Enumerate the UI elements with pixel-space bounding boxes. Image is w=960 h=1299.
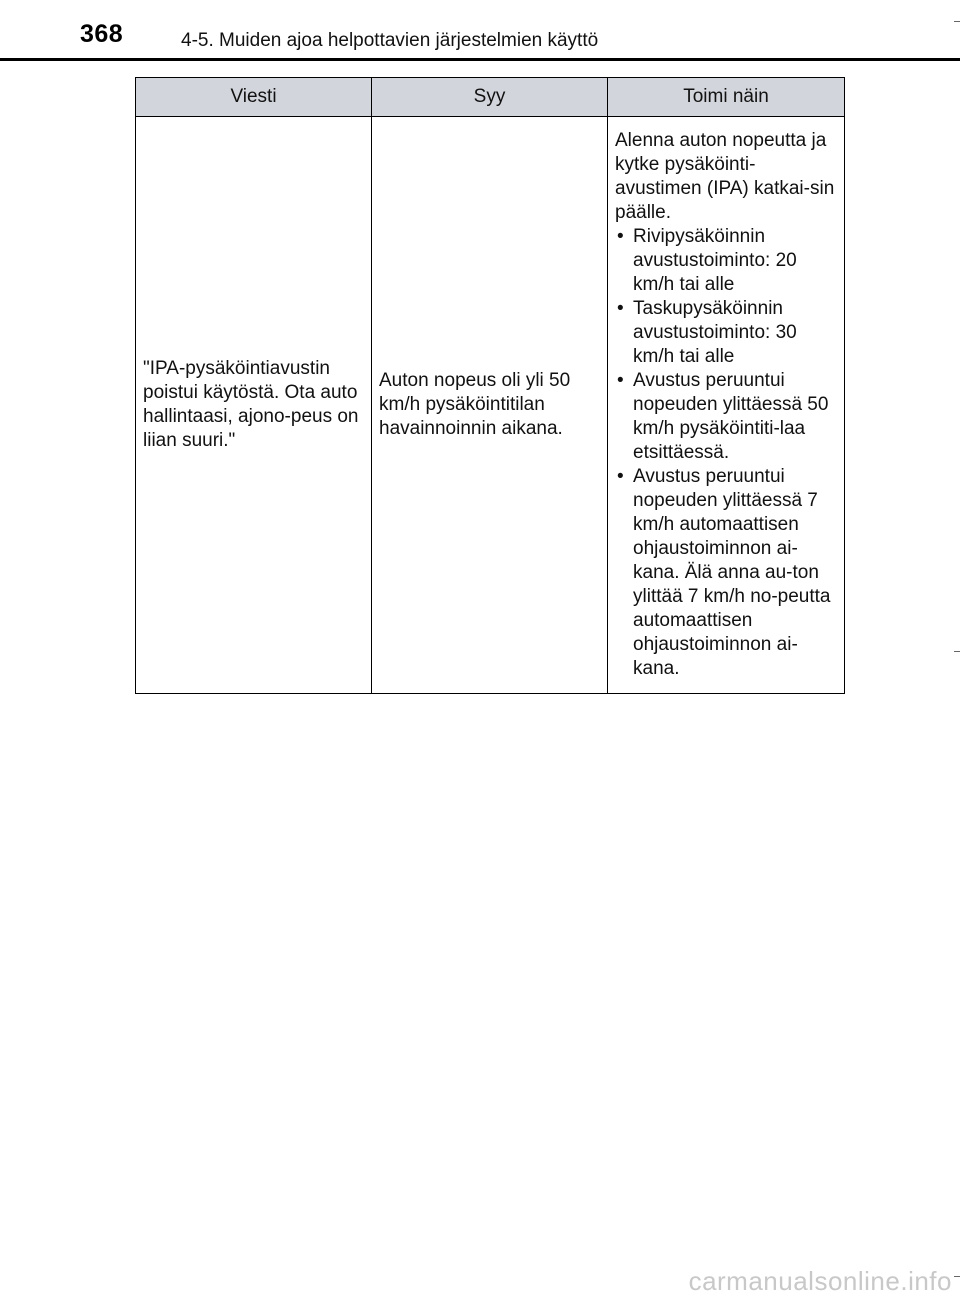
action-bullet: • Taskupysäköinnin avustustoiminto: 30 km/h tai alle: [615, 297, 837, 369]
action-bullet: • Avustus peruuntui nopeuden ylittäessä 50 km/h pysäköintiti-laa etsittäessä.: [615, 369, 837, 465]
message-cell: "IPA-pysäköintiavustin poistui käytöstä. Ota auto hallintaasi, ajono-peus on liian suuri.": [136, 117, 372, 694]
table-row: [136, 117, 845, 694]
crop-mark-middle: [954, 651, 960, 652]
action-cell: [608, 117, 845, 694]
page-header: [0, 0, 960, 62]
chapter-title: 4-5. Muiden ajoa helpottavien järjestelmien käyttö: [181, 30, 599, 51]
cause-cell: Auton nopeus oli yli 50 km/h pysäköintitilan havainnoinnin aikana.: [372, 117, 608, 694]
header-rule: [0, 58, 960, 61]
page-number: 368: [80, 20, 124, 48]
action-intro: Alenna auton nopeutta ja kytke pysäköinti-avustimen (IPA) katkai-sin päälle.: [615, 130, 835, 223]
action-bullet: • Avustus peruuntui nopeuden ylittäessä 7 km/h automaattisen ohjaustoiminnon ai-kana. Älä anna au-ton ylittää 7 km/h no-peutta automaattisen ohjaustoiminnon ai-kana.: [615, 465, 837, 681]
crop-mark-bottom: [954, 1276, 960, 1277]
message-table: [135, 77, 845, 694]
action-bullet-list: [615, 225, 837, 681]
crop-mark-top: [954, 21, 960, 22]
column-header-cause: Syy: [372, 78, 608, 117]
action-bullet: • Rivipysäköinnin avustustoiminto: 20 km/h tai alle: [615, 225, 837, 297]
column-header-action: Toimi näin: [608, 78, 845, 117]
column-header-message: Viesti: [136, 78, 372, 117]
footer-watermark: carmanualsonline.info: [688, 1266, 952, 1296]
table-header-row: [136, 78, 845, 117]
